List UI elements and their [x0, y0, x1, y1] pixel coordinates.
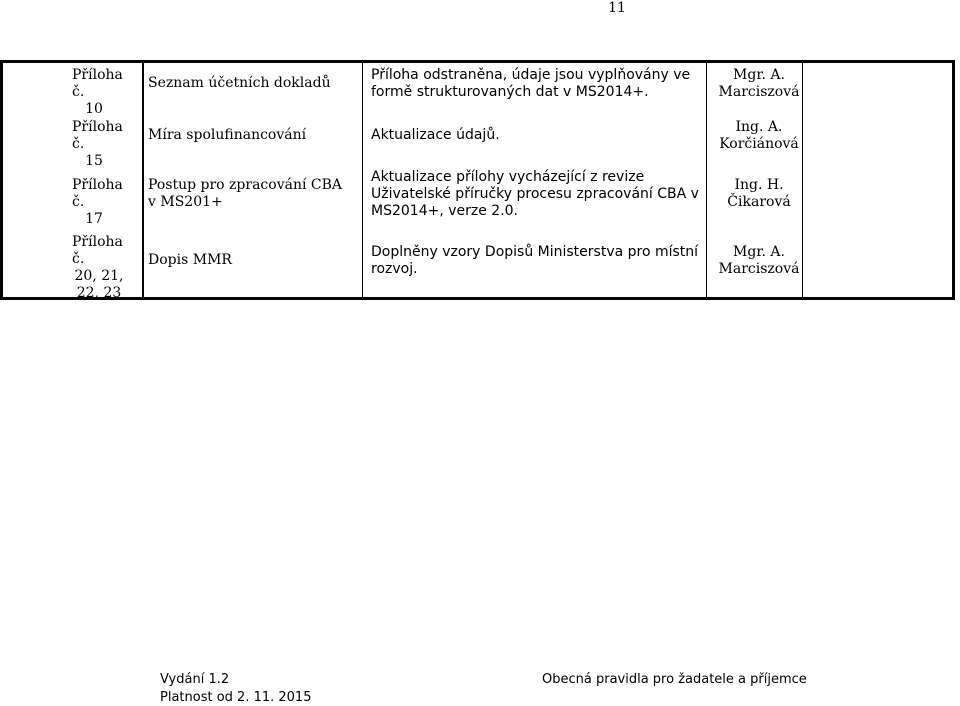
- footer-title: Obecná pravidla pro žadatele a příjemce: [542, 672, 807, 687]
- document-name: Míra spolufinancování: [148, 127, 307, 143]
- change-description: Aktualizace přílohy vycházející z revize Uživatelské příručky procesu zpracování CBA v MS2014+, verze 2.0.: [371, 169, 699, 219]
- column-divider: [706, 63, 707, 297]
- change-description: Příloha odstraněna, údaje jsou vyplňovány ve formě strukturovaných dat v MS2014+.: [371, 67, 691, 100]
- document-name: Dopis MMR: [148, 252, 232, 268]
- attachment-label: Příloha č. 10: [72, 67, 123, 117]
- footer-version: Vydání 1.2: [160, 672, 230, 687]
- author: Mgr. A. Marciszová: [718, 244, 800, 277]
- changes-table: [0, 60, 955, 300]
- attachment-label: Příloha č. 17: [72, 177, 123, 227]
- author: Ing. H. Čikarová: [727, 177, 791, 210]
- change-description: Aktualizace údajů.: [371, 127, 500, 143]
- attachment-label: Příloha č. 20, 21, 22, 23: [72, 234, 124, 301]
- author: Ing. A. Korčiánová: [719, 119, 799, 152]
- page-number: 11: [608, 0, 626, 16]
- attachment-label: Příloha č. 15: [72, 119, 123, 169]
- document-name: Postup pro zpracování CBA v MS201+: [148, 177, 343, 210]
- column-divider: [142, 63, 144, 297]
- change-description: Doplněny vzory Dopisů Ministerstva pro místní rozvoj.: [371, 244, 699, 277]
- footer-validity: Platnost od 2. 11. 2015: [160, 690, 312, 705]
- column-divider: [362, 63, 363, 297]
- author: Mgr. A. Marciszová: [718, 67, 800, 100]
- document-name: Seznam účetních dokladů: [148, 75, 331, 91]
